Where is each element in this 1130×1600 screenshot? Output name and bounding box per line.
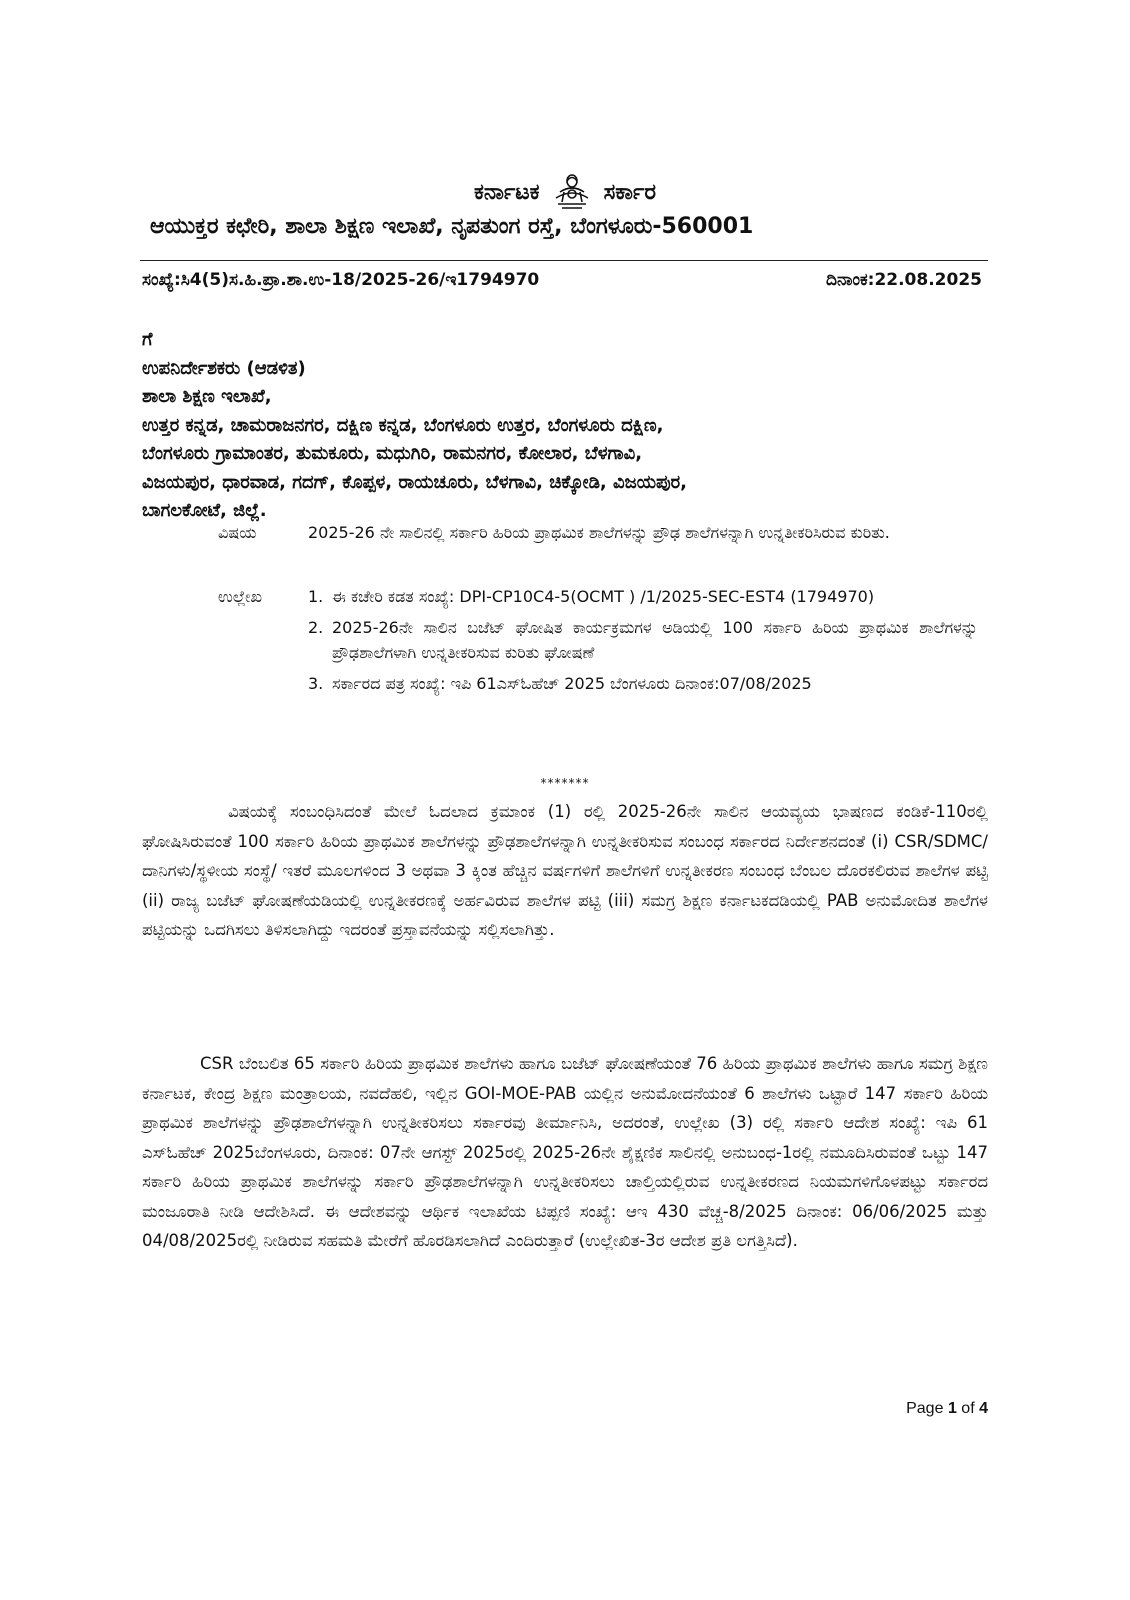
- addressee-line: ಬೆಂಗಳೂರು ಗ್ರಾಮಾಂತರ, ತುಮಕೂರು, ಮಧುಗಿರಿ, ರಾಮನಗರ, ಕೋಲಾರ, ಬೆಳಗಾವಿ,: [142, 443, 643, 464]
- body-paragraph-2: CSR ಬೆಂಬಲಿತ 65 ಸರ್ಕಾರಿ ಹಿರಿಯ ಪ್ರಾಥಮಿಕ ಶಾಲೆಗಳು ಹಾಗೂ ಬಜೆಟ್ ಘೋಷಣೆಯಂತೆ 76 ಹಿರಿಯ ಪ್ರಾಥಮಿಕ ಶಾಲೆಗಳು ಹಾಗೂ ಸಮಗ್ರ ಶಿಕ್ಷಣ ಕರ್ನಾಟಕ, ಕೇಂದ್ರ ಶಿಕ್ಷಣ ಮಂತ್ರಾಲಯ, ನವದೆಹಲಿ, ಇಲ್ಲಿನ GOI-MOE-PAB ಯಲ್ಲಿನ ಅನುಮೋದನೆಯಂತೆ 6 ಶಾಲೆಗಳು ಒಟ್ಟಾರೆ 147 ಸರ್ಕಾರಿ ಹಿರಿಯ ಪ್ರಾಥಮಿಕ ಶಾಲೆಗಳನ್ನು ಪ್ರೌಢಶಾಲೆಗಳನ್ನಾಗಿ ಉನ್ನತೀಕರಿಸಲು ಸರ್ಕಾರವು ತೀರ್ಮಾನಿಸಿ, ಅದರಂತೆ, ಉಲ್ಲೇಖ (3) ರಲ್ಲಿ ಸರ್ಕಾರಿ ಆದೇಶ ಸಂಖ್ಯೆ: ಇಪಿ 61 ಎಸ್‌ಓಹೆಚ್ 2025ಬೆಂಗಳೂರು, ದಿನಾಂಕ: 07ನೇ ಆಗಸ್ಟ್ 2025ರಲ್ಲಿ 2025-26ನೇ ಶೈಕ್ಷಣಿಕ ಸಾಲಿನಲ್ಲಿ ಅನುಬಂಧ-1ರಲ್ಲಿ ನಮೂದಿಸಿರುವಂತೆ ಒಟ್ಟು 147 ಸರ್ಕಾರಿ ಹಿರಿಯ ಪ್ರಾಥಮಿಕ ಶಾಲೆಗಳನ್ನು ಸರ್ಕಾರಿ ಪ್ರೌಢಶಾಲೆಗಳನ್ನಾಗಿ ಉನ್ನತೀಕರಿಸಲು ಚಾಲ್ತಿಯಲ್ಲಿರುವ ಉನ್ನತೀಕರಣದ ನಿಯಮಗಳಿಗೊಳಪಟ್ಟು ಸರ್ಕಾರದ ಮಂಜೂರಾತಿ ನೀಡಿ ಆದೇಶಿಸಿದೆ. ಈ ಆದೇಶವನ್ನು ಆರ್ಥಿಕ ಇಲಾಖೆಯ ಟಿಪ್ಪಣಿ ಸಂಖ್ಯೆ: ಆಇ 430 ವೆಚ್ಚ-8/2025 ದಿನಾಂಕ: 06/06/2025 ಮತ್ತು 04/08/2025ರಲ್ಲಿ ನೀಡಿರುವ ಸಹಮತಿ ಮೇರೆಗೆ ಹೊರಡಿಸಲಾಗಿದೆ ಎಂದಿರುತ್ತಾರೆ (ಉಲ್ಲೇಖಿತ-3ರ ಆದೇಶ ಪ್ರತಿ ಲಗತ್ತಿಸಿದೆ).: [142, 1054, 988, 1250]
- government-header: [0, 172, 1130, 212]
- reference-date: ದಿನಾಂಕ:22.08.2025: [826, 270, 982, 290]
- reference-number: ಸಂಖ್ಯೆ:ಸಿ4(5)ಸ.ಹಿ.ಪ್ರಾ.ಶಾ.ಉ-18/2025-26/ಇ1794970: [142, 270, 540, 290]
- subject-label: ವಿಷಯ: [218, 523, 257, 542]
- addressee-line: ಶಾಲಾ ಶಿಕ್ಷಣ ಇಲಾಖೆ,: [142, 386, 272, 407]
- references-list: [308, 584, 978, 702]
- reference-item-number: 3.: [308, 674, 324, 693]
- addressee-line: ಉತ್ತರ ಕನ್ನಡ, ಚಾಮರಾಜನಗರ, ದಕ್ಷಿಣ ಕನ್ನಡ, ಬೆಂಗಳೂರು ಉತ್ತರ, ಬೆಂಗಳೂರು ದಕ್ಷಿಣ,: [142, 414, 664, 436]
- page-current: 1: [947, 1400, 957, 1417]
- header-karnataka: ಕರ್ನಾಟಕ: [474, 179, 540, 205]
- reference-item-number: 1.: [308, 587, 324, 606]
- office-address: ಆಯುಕ್ತರ ಕಛೇರಿ, ಶಾಲಾ ಶಿಕ್ಷಣ ಇಲಾಖೆ, ನೃಪತುಂಗ ರಸ್ತೆ, ಬೆಂಗಳೂರು-560001: [150, 214, 754, 239]
- reference-item: [308, 671, 978, 696]
- header-divider: [140, 260, 988, 261]
- reference-row: [142, 270, 982, 290]
- page-number: [860, 1400, 988, 1418]
- body-paragraph-1: ವಿಷಯಕ್ಕೆ ಸಂಬಂಧಿಸಿದಂತೆ ಮೇಲೆ ಓದಲಾದ ಕ್ರಮಾಂಕ (1) ರಲ್ಲಿ 2025-26ನೇ ಸಾಲಿನ ಆಯವ್ಯಯ ಭಾಷಣದ ಕಂಡಿಕೆ-110ರಲ್ಲಿ ಘೋಷಿಸಿರುವಂತೆ 100 ಸರ್ಕಾರಿ ಹಿರಿಯ ಪ್ರಾಥಮಿಕ ಶಾಲೆಗಳನ್ನು ಪ್ರೌಢಶಾಲೆಗಳನ್ನಾಗಿ ಉನ್ನತೀಕರಿಸುವ ಸಂಬಂಧ ಸರ್ಕಾರದ ನಿರ್ದೇಶನದಂತೆ (i) CSR/SDMC/ದಾನಿಗಳು/ಸ್ಥಳೀಯ ಸಂಸ್ಥೆ/ ಇತರೆ ಮೂಲಗಳಿಂದ 3 ಅಥವಾ 3 ಕ್ಕಿಂತ ಹೆಚ್ಚಿನ ವರ್ಷಗಳಿಗೆ ಶಾಲೆಗಳಿಗೆ ಉನ್ನತೀಕರಣ ಸಂಬಂಧ ಬೆಂಬಲ ದೊರಕಲಿರುವ ಶಾಲೆಗಳ ಪಟ್ಟಿ (ii) ರಾಜ್ಯ ಬಜೆಟ್ ಘೋಷಣೆಯಡಿಯಲ್ಲಿ ಉನ್ನತೀಕರಣಕ್ಕೆ ಅರ್ಹವಿರುವ ಶಾಲೆಗಳ ಪಟ್ಟಿ (iii) ಸಮಗ್ರ ಶಿಕ್ಷಣ ಕರ್ನಾಟಕದಡಿಯಲ್ಲಿ PAB ಅನುಮೋದಿತ ಶಾಲೆಗಳ ಪಟ್ಟಿಯನ್ನು ಒದಗಿಸಲು ತಿಳಿಸಲಾಗಿದ್ದು ಇದರಂತೆ ಪ್ರಸ್ತಾವನೆಯನ್ನು ಸಲ್ಲಿಸಲಾಗಿತ್ತು.: [142, 802, 988, 939]
- addressee-line: ವಿಜಯಪುರ, ಧಾರವಾಡ, ಗದಗ್, ಕೊಪ್ಪಳ, ರಾಯಚೂರು, ಬೆಳಗಾವಿ, ಚಿಕ್ಕೋಡಿ, ವಿಜಯಪುರ,: [142, 471, 688, 493]
- reference-item: [308, 584, 978, 609]
- page-of: of: [961, 1400, 975, 1417]
- addressee-line: ಗೆ: [142, 329, 153, 350]
- subject-text: 2025-26 ನೇ ಸಾಲಿನಲ್ಲಿ ಸರ್ಕಾರಿ ಹಿರಿಯ ಪ್ರಾಥಮಿಕ ಶಾಲೆಗಳನ್ನು ಪ್ರೌಢ ಶಾಲೆಗಳನ್ನಾಗಿ ಉನ್ನತೀಕರಿಸಿರುವ ಕುರಿತು.: [308, 523, 890, 542]
- references-block: [218, 584, 978, 702]
- addressee-line: ಬಾಗಲಕೋಟೆ, ಜಿಲ್ಲೆ.: [142, 500, 267, 521]
- reference-item: [308, 615, 978, 665]
- page-total: 4: [979, 1400, 988, 1417]
- addressee-line: ಉಪನಿರ್ದೇಶಕರು (ಆಡಳಿತ): [142, 357, 306, 379]
- page-prefix: Page: [906, 1400, 944, 1417]
- reference-item-number: 2.: [308, 618, 324, 637]
- reference-item-text: ಸರ್ಕಾರದ ಪತ್ರ ಸಂಖ್ಯೆ: ಇಪಿ 61ಎಸ್‌ಓಹೆಚ್ 2025 ಬೆಂಗಳೂರು ದಿನಾಂಕ:07/08/2025: [332, 674, 812, 693]
- references-label: ಉಲ್ಲೇಖ: [218, 587, 262, 606]
- subject-block: [218, 520, 978, 545]
- karnataka-emblem-icon: [550, 172, 594, 212]
- reference-item-text: ಈ ಕಚೇರಿ ಕಡತ ಸಂಖ್ಯೆ: DPI-CP10C4-5(OCMT ) /1/2025-SEC-EST4 (1794970): [332, 587, 875, 606]
- addressee-block: [142, 326, 992, 526]
- section-separator: *******: [540, 776, 590, 790]
- header-government: ಸರ್ಕಾರ: [603, 179, 656, 205]
- reference-item-text: 2025-26ನೇ ಸಾಲಿನ ಬಜೆಟ್ ಘೋಷಿತ ಕಾರ್ಯಕ್ರಮಗಳ ಅಡಿಯಲ್ಲಿ 100 ಸರ್ಕಾರಿ ಹಿರಿಯ ಪ್ರಾಥಮಿಕ ಶಾಲೆಗಳನ್ನು ಪ್ರೌಢಶಾಲೆಗಳಾಗಿ ಉನ್ನತೀಕರಿಸುವ ಕುರಿತು ಘೋಷಣೆ: [332, 618, 978, 662]
